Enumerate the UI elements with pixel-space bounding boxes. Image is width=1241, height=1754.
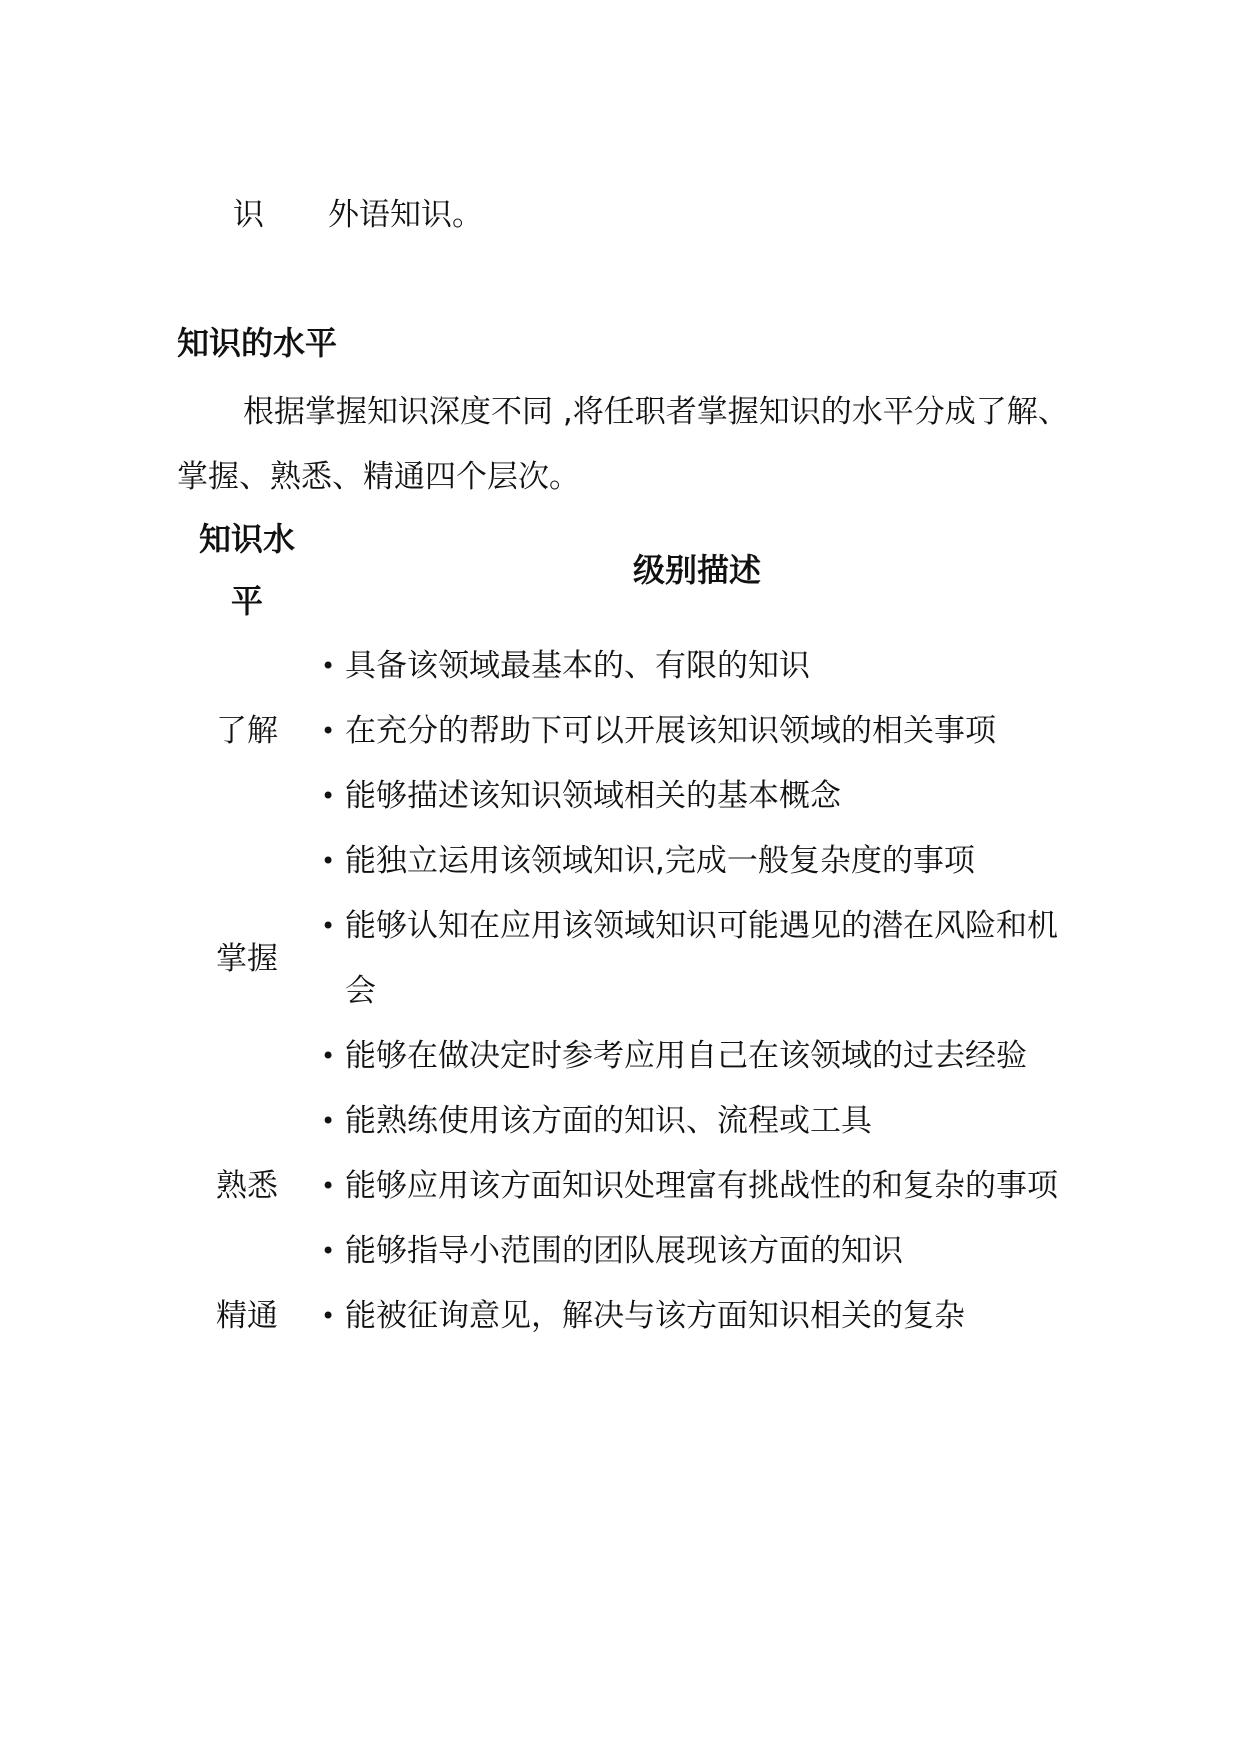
- description-list: [317, 829, 1077, 1089]
- list-item: • 能独立运用该领域知识,完成一般复杂度的事项: [317, 829, 1077, 894]
- table-row: [177, 632, 1077, 829]
- level-name: 精通: [216, 1298, 278, 1334]
- level-name: 了解: [216, 713, 278, 749]
- list-item: • 能熟练使用该方面的知识、流程或工具: [317, 1089, 1077, 1154]
- list-item: • 能够应用该方面知识处理富有挑战性的和复杂的事项: [317, 1154, 1077, 1219]
- list-item: • 能够描述该知识领域相关的基本概念: [317, 764, 1077, 829]
- level-description: [317, 1089, 1077, 1284]
- header-knowledge-level: 知识水平: [198, 520, 295, 620]
- description-list: [317, 1284, 1077, 1349]
- knowledge-level-table: [177, 508, 1077, 1349]
- intro-paragraph: 根据掌握知识深度不同 ,将任职者掌握知识的水平分成了解、掌握、熟悉、精通四个层次。: [177, 394, 1069, 495]
- table-row: [177, 1284, 1077, 1349]
- level-name: 掌握: [216, 940, 278, 977]
- table-row: [177, 829, 1077, 1089]
- level-description: [317, 632, 1077, 829]
- list-item: • 具备该领域最基本的、有限的知识: [317, 634, 1077, 699]
- list-item: • 能够指导小范围的团队展现该方面的知识: [317, 1219, 1077, 1284]
- list-item: • 能够认知在应用该领域知识可能遇见的潜在风险和机会: [317, 894, 1077, 1024]
- list-item: • 能被征询意见，解决与该方面知识相关的复杂: [317, 1284, 1077, 1349]
- list-item: • 在充分的帮助下可以开展该知识领域的相关事项: [317, 699, 1077, 764]
- description-list: [317, 1089, 1077, 1284]
- fragment-right-text: 外语知识。: [328, 197, 483, 233]
- table-row: [177, 1089, 1077, 1284]
- header-level-description: 级别描述: [632, 551, 761, 589]
- fragment-left-text: 识: [233, 197, 264, 233]
- level-description: [317, 829, 1077, 1089]
- table-header-row: [177, 508, 1077, 632]
- list-item: • 能够在做决定时参考应用自己在该领域的过去经验: [317, 1024, 1077, 1089]
- level-description: [317, 1284, 1077, 1349]
- previous-section-fragment: [0, 190, 1241, 240]
- level-name: 熟悉: [216, 1168, 278, 1204]
- section-heading: 知识的水平: [177, 324, 338, 362]
- description-list: [317, 634, 1077, 829]
